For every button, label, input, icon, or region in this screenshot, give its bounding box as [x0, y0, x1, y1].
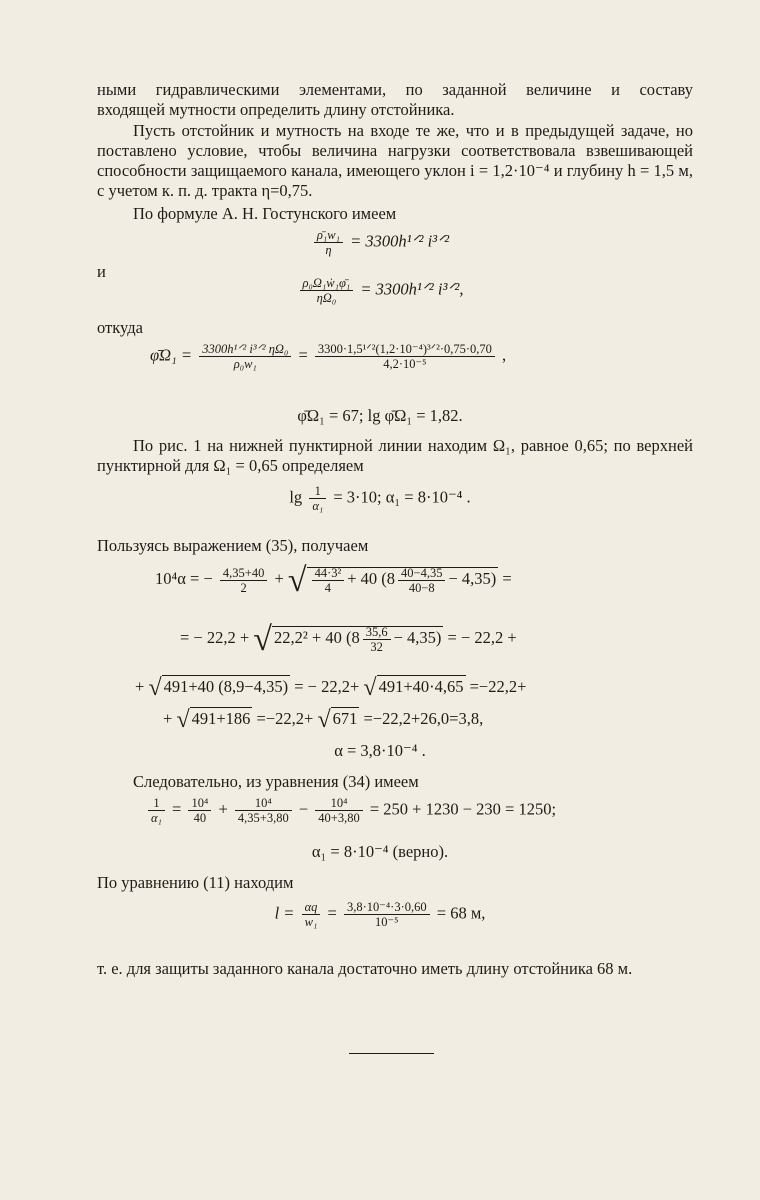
fraction: $\frac{\text{3300h¹ᐟ² i³ᐟ² ηΩ₀}}{\text{ρ₀w₁}}$	[199, 342, 291, 371]
equation-alpha-result: α = 3,8·10⁻⁴ .	[334, 741, 426, 760]
fraction: $\frac{\text{ρ₀Ω₁ẇ₁φ̄₁}}{\text{ηΩ₀}}$	[300, 276, 354, 305]
radical-sign: √	[317, 707, 331, 733]
fraction: $\frac{\alpha q}{\text{w₁}}$	[302, 900, 321, 929]
fraction: $\frac{\text{10⁴}}{40+3,80}$	[315, 796, 362, 825]
fraction: $\frac{\text{3300·1,5¹ᐟ²(1,2·10⁻⁴)³ᐟ²·0,75·0,70}}{\text{4,2·10⁻⁵}}$	[315, 342, 495, 371]
radical-sign: √	[287, 562, 307, 599]
paragraph-conclusion: т. е. для защиты заданного канала достаточно иметь длину отстойника 68 м.	[97, 959, 633, 978]
fraction: $\frac{\text{10⁴}}{4,35+3,80}$	[235, 796, 292, 825]
fraction: $\frac{\text{44·3²}}{4}$	[312, 566, 345, 595]
equation-alpha1-check: α₁ = 8·10⁻⁴ (верно).	[311, 842, 449, 861]
paragraph-continuation-end: входящей мутности определить длину отстойника.	[97, 100, 455, 119]
fraction: $\frac{1}{\text{α₁}}$	[309, 484, 326, 513]
fraction: $\frac{\text{3,8·10⁻⁴·3·0,60}}{\text{10⁻⁵}}$	[344, 900, 430, 929]
section-divider	[349, 1053, 434, 1054]
equation-gostunsky-1: $\frac{\text{ρ̄₁w₁}}{\eta}$ = 3300h¹ᐟ² i³ᐟ²	[0, 228, 760, 257]
paragraph-figure-reference: По рис. 1 на нижней пунктирной линии находим Ω₁, равное 0,65; по верхней пунктирной для Ω₁ = 0,65 определяем	[97, 436, 693, 475]
radical-sign: √	[176, 707, 190, 733]
radical-sign: √	[363, 675, 377, 701]
equation-length: l = $\frac{\alpha q}{\text{w₁}}$ = $\frac{\text{3,8·10⁻⁴·3·0,60}}{\text{10⁻⁵}}$ = 68 м,	[274, 900, 486, 929]
paragraph-equation-11: По уравнению (11) находим	[97, 873, 294, 892]
fraction: $\frac{\text{ρ̄₁w₁}}{\eta}$	[314, 228, 343, 257]
equation-step-3: + √ 491+40 (8,9−4,35) = − 22,2+ √ 491+40·4,65 =−22,2+	[135, 675, 527, 701]
equation-phi-omega: φ̄Ω₁ = $\frac{\text{3300h¹ᐟ² i³ᐟ² ηΩ₀}}{\text{ρ₀w₁}}$ = $\frac{\text{3300·1,5¹ᐟ²(1,2·10⁻⁴)³ᐟ²·0,75·0,70}}{\text{4,2·10⁻⁵}}$ ,	[150, 342, 507, 371]
equation-phi-omega-result: φ̄Ω₁ = 67; lg φ̄Ω₁ = 1,82.	[297, 406, 463, 425]
conjunction-and: и	[97, 262, 106, 281]
paragraph-continuation-line: ными гидравлическими элементами, по заданной величине и составу	[97, 80, 693, 99]
fraction: $\frac{\text{10⁴}}{40}$	[188, 796, 211, 825]
paragraph-consequently: Следовательно, из уравнения (34) имеем	[133, 772, 419, 791]
fraction: $\frac{40-4,35}{40-8}$	[398, 566, 445, 595]
equation-gostunsky-2: $\frac{\text{ρ₀Ω₁ẇ₁φ̄₁}}{\text{ηΩ₀}}$ = 3300h¹ᐟ² i³ᐟ²,	[0, 276, 760, 305]
equation-step-2: = − 22,2 + √ 22,2² + 40 (8 $\frac{35,6}{32}$ − 4,35) = − 22,2 +	[180, 621, 517, 658]
paragraph-problem-statement: Пусть отстойник и мутность на входе те же, что и в предыдущей задаче, но поставлено условие, чтобы величина нагрузки соответствовала взвешивающей способности защищаемого канала, имеющего уклон i = 1,2·10⁻⁴ и глубину h = 1,5 м, с учетом к. п. д. тракта η=0,75.	[97, 121, 693, 200]
fraction: $\frac{35,6}{32}$	[363, 625, 391, 654]
equation-10-4-alpha: 10⁴α = − $\frac{4,35+40}{2}$ + √ $\frac{\text{44·3²}}{4}$ + 40 (8 $\frac{40-4,35}{40-8}$ − 4,35) =	[155, 562, 512, 599]
fraction: $\frac{4,35+40}{2}$	[220, 566, 267, 595]
fraction: $\frac{1}{\text{α₁}}$	[148, 796, 165, 825]
paragraph-gostunsky-formula: По формуле А. Н. Гостунского имеем	[133, 204, 397, 223]
equation-inverse-alpha1: $\frac{1}{\text{α₁}}$ = $\frac{\text{10⁴}}{40}$ + $\frac{\text{10⁴}}{4,35+3,80}$ − $\frac{\text{10⁴}}{40+3,80}$ = 250 + 1230 − 230 = 1250;	[145, 796, 556, 825]
word-whence: откуда	[97, 318, 143, 337]
equation-step-4: + √ 491+186 =−22,2+ √ 671 =−22,2+26,0=3,8,	[163, 707, 484, 733]
radicand: 22,2² + 40 (8 $\frac{35,6}{32}$ − 4,35)	[273, 624, 442, 654]
equation-alpha1: lg $\frac{1}{\text{α₁}}$ = 3·10; α₁ = 8·10⁻⁴ .	[289, 484, 471, 513]
radicand: $\frac{\text{44·3²}}{4}$ + 40 (8 $\frac{40-4,35}{40-8}$ − 4,35)	[307, 567, 499, 588]
radical-sign: √	[253, 621, 272, 658]
radical-sign: √	[148, 675, 162, 701]
paragraph-using-expression: Пользуясь выражением (35), получаем	[97, 536, 369, 555]
